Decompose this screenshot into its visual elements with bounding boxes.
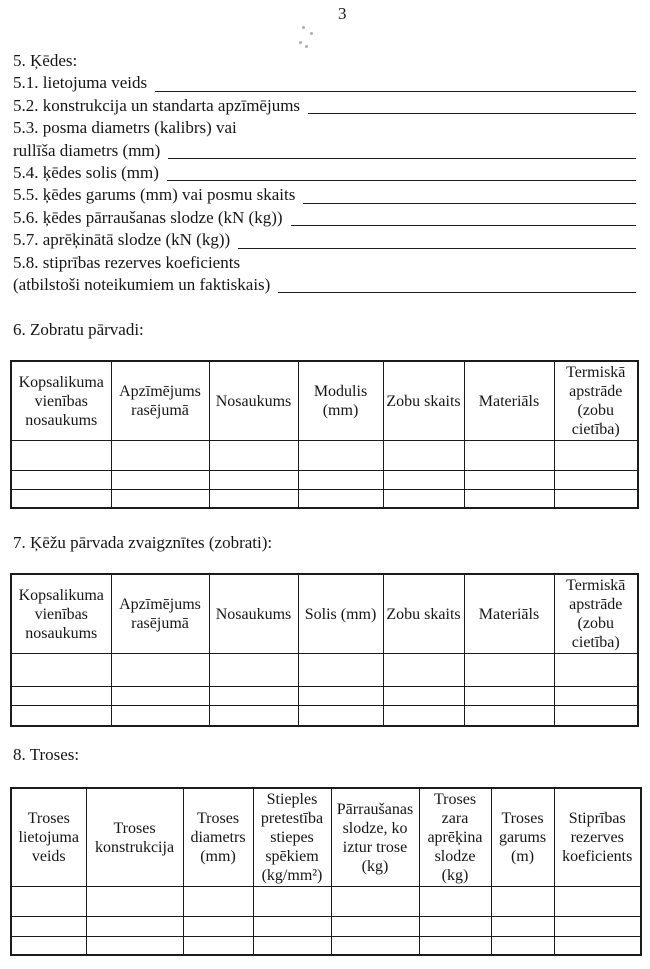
table-row — [11, 917, 641, 937]
empty-cell — [11, 706, 111, 726]
empty-cell — [11, 937, 86, 955]
empty-cell — [298, 490, 383, 508]
fill-in-line — [303, 184, 636, 203]
empty-cell — [86, 917, 183, 937]
header-cell: Troses konstrukcija — [86, 788, 183, 887]
empty-cell — [554, 490, 638, 508]
scan-artifact-dot — [299, 41, 302, 44]
empty-cell — [554, 917, 641, 937]
form-label: 5.3. posma diametrs (kalibrs) vai — [13, 118, 237, 138]
fill-in-line — [167, 162, 636, 181]
form-line-5-3a — [13, 117, 636, 139]
fill-in-line — [238, 229, 636, 248]
empty-cell — [554, 687, 638, 706]
empty-cell — [183, 887, 253, 917]
empty-cell — [464, 706, 554, 726]
empty-cell — [383, 441, 464, 471]
empty-cell — [11, 887, 86, 917]
form-line-5-8b — [13, 274, 636, 296]
fill-in-line — [291, 207, 636, 226]
empty-cell — [298, 654, 383, 687]
empty-cell — [111, 441, 209, 471]
table-header-row — [11, 788, 641, 887]
table-row — [11, 441, 638, 471]
header-cell: Materiāls — [464, 361, 554, 441]
empty-cell — [253, 937, 331, 955]
fill-in-line — [168, 140, 636, 159]
header-cell: Modulis (mm) — [298, 361, 383, 441]
table-row — [11, 654, 638, 687]
empty-cell — [383, 490, 464, 508]
header-cell: Stieples pretestība stiepes spēkiem (kg/mm²) — [253, 788, 331, 887]
empty-cell — [209, 441, 298, 471]
empty-cell — [209, 687, 298, 706]
form-label: rullīša diametrs (mm) — [13, 140, 161, 160]
section-7-title: 7. Ķēžu pārvada zvaigznītes (zobrati): — [13, 533, 273, 552]
empty-cell — [464, 441, 554, 471]
section-5-title-row — [13, 50, 636, 72]
header-cell: Troses zara aprēķina slodze (kg) — [419, 788, 491, 887]
header-cell: Kopsalikuma vienības nosaukums — [11, 574, 111, 654]
empty-cell — [298, 687, 383, 706]
form-label: 5.5. ķēdes garums (mm) vai posmu skaits — [13, 185, 296, 205]
empty-cell — [209, 490, 298, 508]
header-cell: Nosaukums — [209, 574, 298, 654]
section-6-title: 6. Zobratu pārvadi: — [13, 320, 144, 339]
table-row — [11, 490, 638, 508]
table-row — [11, 706, 638, 726]
gear-drives-table — [10, 360, 639, 509]
header-cell: Termiskā apstrāde (zobu cietība) — [554, 574, 638, 654]
header-cell: Troses garums (m) — [491, 788, 554, 887]
scan-artifact-dot — [302, 26, 305, 29]
empty-cell — [464, 687, 554, 706]
header-cell: Kopsalikuma vienības nosaukums — [11, 361, 111, 441]
form-label: 5.6. ķēdes pārraušanas slodze (kN (kg)) — [13, 207, 283, 227]
header-cell: Zobu skaits — [383, 574, 464, 654]
header-cell: Solis (mm) — [298, 574, 383, 654]
scan-artifact-dot — [305, 45, 308, 48]
empty-cell — [298, 471, 383, 490]
section-5-title: 5. Ķēdes: — [13, 51, 78, 70]
header-cell: Pārraušanas slodze, ko iztur trose (kg) — [331, 788, 419, 887]
empty-cell — [86, 937, 183, 955]
table-row — [11, 937, 641, 955]
header-cell: Termiskā apstrāde (zobu cietība) — [554, 361, 638, 441]
empty-cell — [464, 471, 554, 490]
header-cell: Troses diametrs (mm) — [183, 788, 253, 887]
header-cell: Stiprības rezerves koeficients — [554, 788, 641, 887]
section-8-title: 8. Troses: — [13, 745, 80, 764]
form-line-5-4 — [13, 162, 636, 184]
empty-cell — [419, 887, 491, 917]
form-line-5-1 — [13, 72, 636, 94]
fill-in-line — [308, 95, 636, 114]
empty-cell — [554, 441, 638, 471]
empty-cell — [11, 441, 111, 471]
empty-cell — [253, 917, 331, 937]
header-cell: Zobu skaits — [383, 361, 464, 441]
empty-cell — [554, 471, 638, 490]
empty-cell — [298, 706, 383, 726]
empty-cell — [419, 917, 491, 937]
empty-cell — [11, 654, 111, 687]
form-line-5-8a — [13, 252, 636, 274]
empty-cell — [464, 490, 554, 508]
form-line-5-3b — [13, 140, 636, 162]
empty-cell — [331, 937, 419, 955]
empty-cell — [11, 490, 111, 508]
empty-cell — [491, 917, 554, 937]
empty-cell — [298, 441, 383, 471]
empty-cell — [554, 887, 641, 917]
fill-in-line — [278, 274, 636, 293]
empty-cell — [111, 706, 209, 726]
empty-cell — [554, 706, 638, 726]
empty-cell — [11, 471, 111, 490]
empty-cell — [111, 490, 209, 508]
table-header-row — [11, 361, 638, 441]
empty-cell — [111, 654, 209, 687]
header-cell: Apzīmējums rasējumā — [111, 574, 209, 654]
empty-cell — [383, 706, 464, 726]
empty-cell — [554, 937, 641, 955]
form-label: 5.1. lietojuma veids — [13, 73, 148, 93]
empty-cell — [209, 706, 298, 726]
table-row — [11, 687, 638, 706]
table-row — [11, 887, 641, 917]
empty-cell — [209, 654, 298, 687]
table-header-row — [11, 574, 638, 654]
header-cell: Apzīmējums rasējumā — [111, 361, 209, 441]
fill-in-line — [155, 72, 636, 91]
form-line-5-7 — [13, 229, 636, 251]
empty-cell — [111, 471, 209, 490]
empty-cell — [419, 937, 491, 955]
empty-cell — [209, 471, 298, 490]
empty-cell — [383, 654, 464, 687]
empty-cell — [183, 937, 253, 955]
form-label: (atbilstoši noteikumiem un faktiskais) — [13, 274, 271, 294]
form-label: 5.4. ķēdes solis (mm) — [13, 162, 159, 182]
sprockets-table — [10, 573, 639, 727]
form-line-5-6 — [13, 207, 636, 229]
empty-cell — [253, 887, 331, 917]
empty-cell — [554, 654, 638, 687]
form-label: 5.2. konstrukcija un standarta apzīmējums — [13, 95, 301, 115]
empty-cell — [111, 687, 209, 706]
header-cell: Materiāls — [464, 574, 554, 654]
header-cell: Nosaukums — [209, 361, 298, 441]
ropes-table — [10, 787, 642, 956]
form-line-5-2 — [13, 95, 636, 117]
header-cell: Troses lietojuma veids — [11, 788, 86, 887]
empty-cell — [464, 654, 554, 687]
section-5-chains — [13, 50, 636, 296]
empty-cell — [183, 917, 253, 937]
page-number: 3 — [338, 4, 347, 23]
scan-artifact-dot — [310, 32, 313, 35]
empty-cell — [86, 887, 183, 917]
table-row — [11, 471, 638, 490]
form-label: 5.8. stiprības rezerves koeficients — [13, 252, 241, 272]
empty-cell — [383, 471, 464, 490]
empty-cell — [383, 687, 464, 706]
form-label: 5.7. aprēķinātā slodze (kN (kg)) — [13, 230, 231, 250]
empty-cell — [11, 687, 111, 706]
form-line-5-5 — [13, 184, 636, 206]
empty-cell — [331, 887, 419, 917]
empty-cell — [491, 937, 554, 955]
empty-cell — [331, 917, 419, 937]
empty-cell — [11, 917, 86, 937]
empty-cell — [491, 887, 554, 917]
